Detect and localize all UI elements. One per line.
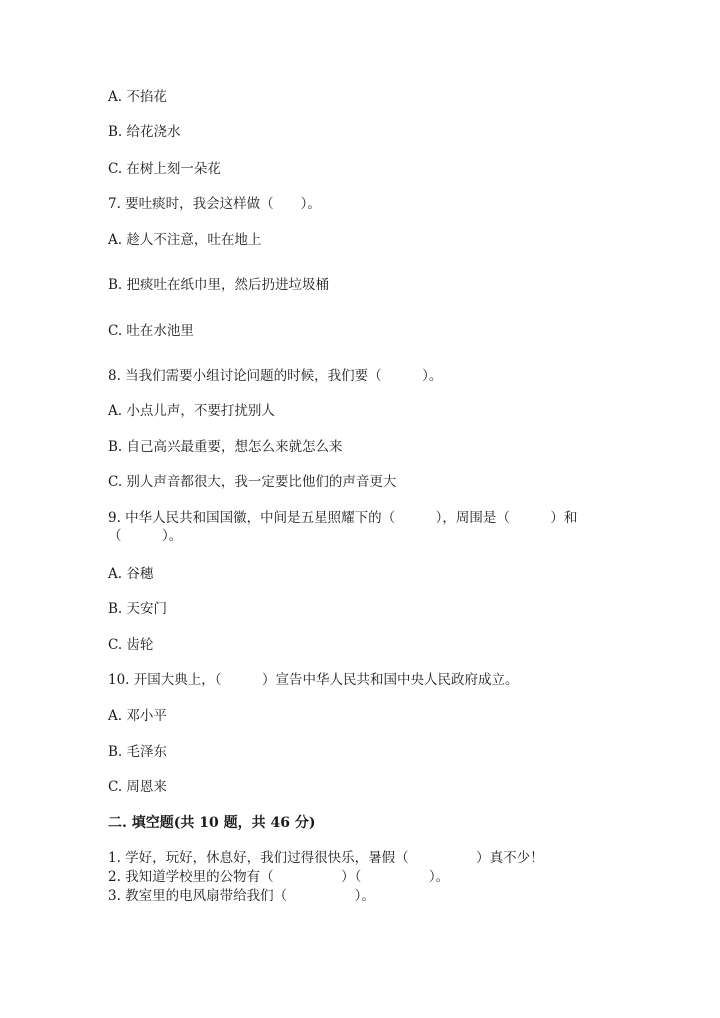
- fill-question-3: 3. 教室里的电风扇带给我们（ ）。: [108, 888, 375, 904]
- q10-option-c: C. 周恩来: [108, 779, 167, 795]
- q10-option-b: B. 毛泽东: [108, 744, 168, 760]
- fill-question-2: 2. 我知道学校里的公物有（ ）（ ）。: [108, 869, 450, 885]
- section-heading-fill-in: 二. 填空题(共 10 题，共 46 分): [108, 815, 316, 831]
- question-7: 7. 要吐痰时，我会这样做（ ）。: [108, 196, 321, 212]
- q7-option-a: A. 趁人不注意，吐在地上: [108, 232, 262, 248]
- q7-option-b: B. 把痰吐在纸巾里，然后扔进垃圾桶: [108, 277, 330, 293]
- q8-option-a: A. 小点儿声，不要打扰别人: [108, 403, 275, 419]
- q9-option-b: B. 天安门: [108, 601, 168, 617]
- q6-option-c: C. 在树上刻一朵花: [108, 161, 221, 177]
- question-10: 10. 开国大典上，（ ）宣告中华人民共和国中央人民政府成立。: [108, 672, 519, 688]
- q6-option-a: A. 不掐花: [108, 89, 167, 105]
- q9-option-a: A. 谷穗: [108, 566, 154, 582]
- q10-option-a: A. 邓小平: [108, 708, 167, 724]
- question-8: 8. 当我们需要小组讨论问题的时候，我们要（ ）。: [108, 368, 443, 384]
- q8-option-c: C. 别人声音都很大，我一定要比他们的声音更大: [108, 474, 397, 490]
- fill-question-1: 1. 学好，玩好，休息好，我们过得很快乐，暑假（ ）真不少！: [108, 850, 544, 866]
- q8-option-b: B. 自己高兴最重要，想怎么来就怎么来: [108, 439, 343, 455]
- q6-option-b: B. 给花浇水: [108, 124, 181, 140]
- question-9: 9. 中华人民共和国国徽，中间是五星照耀下的（ ），周围是（ ）和（ ）。: [108, 510, 578, 544]
- q9-option-c: C. 齿轮: [108, 637, 154, 653]
- q7-option-c: C. 吐在水池里: [108, 323, 194, 339]
